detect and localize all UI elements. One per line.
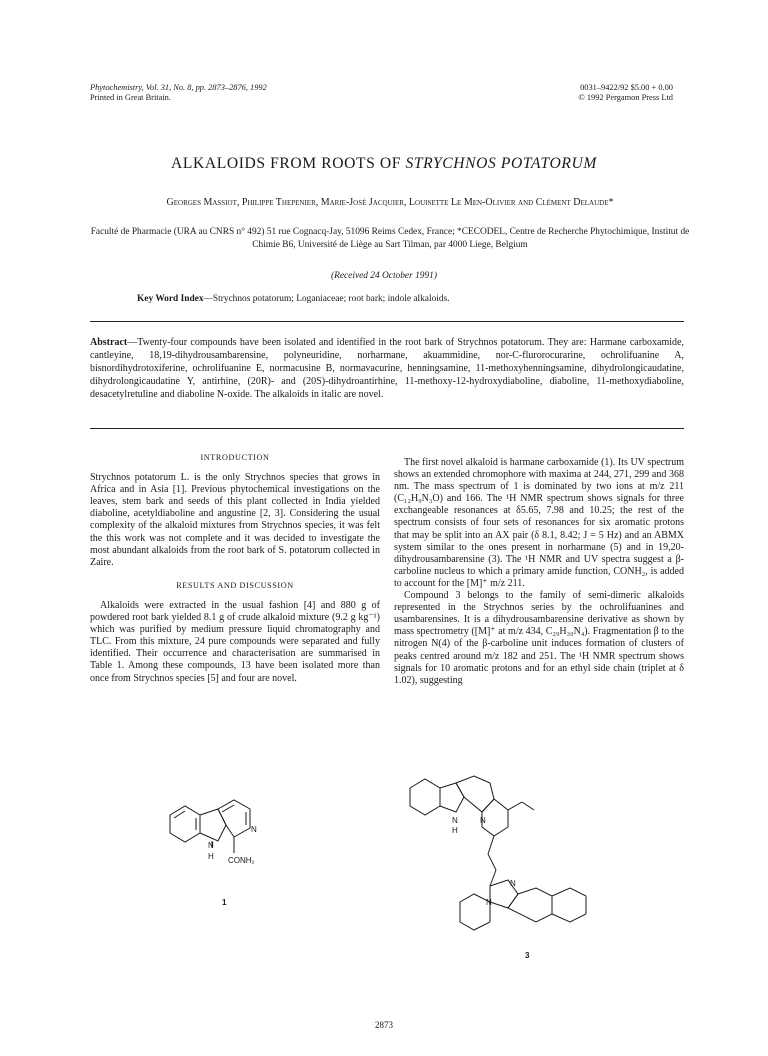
- right-column: [394, 457, 684, 687]
- compound-number-3: 3: [525, 951, 530, 960]
- label-n-pyridine-3: N: [486, 898, 492, 907]
- journal-header-right: [578, 83, 673, 103]
- label-n-pyridine: N: [251, 825, 257, 834]
- label-n4: N: [480, 816, 486, 825]
- section-heading-results: RESULTS AND DISCUSSION: [176, 580, 294, 590]
- label-h-n1: H: [452, 826, 458, 835]
- page-number: 2873: [375, 1020, 393, 1030]
- compound-3-paragraph: Compound 3 belongs to the family of semi-dimeric alkaloids represented in the Strychnos series by the ochrolifuanines and usambarensines. It is a dihydrousambarensine derivative as shown by mass spectrometry ([M]⁺ at m/z 434, C₂₉H₃₀N₄). Fragmentation β to the nitrogen N(4) of the β-carboline unit induces formation of clusters of peaks centred around m/z 182 and 251. The ¹H NMR spectrum shows signals for 10 aromatic protons and for an ethyl side chain (triplet at δ 1.02), suggesting: [394, 590, 684, 686]
- label-n1: N: [452, 816, 458, 825]
- abstract: [90, 336, 684, 401]
- label-conh2: CONH₂: [228, 856, 255, 865]
- compound-number-1: 1: [222, 898, 227, 907]
- journal-code: 0031–9422/92 $5.00 + 0.00: [580, 83, 673, 92]
- printed-note: Printed in Great Britain.: [90, 93, 171, 102]
- copyright-note: © 1992 Pergamon Press Ltd: [578, 93, 673, 102]
- divider-top: [90, 321, 684, 322]
- abstract-text: —Twenty-four compounds have been isolated and identified in the root bark of Strychnos potatorum. They are: Harmane carboxamide, cantleyine, 18,19-dihydrousambarensine, polyneuridine, norharmane, akuammidine, nor-C-flurorocurarine, ochrolifuanine A, bisnordihydrotoxiferine, ochrolifuanine E, normacusine B, normavacurine, henningsamine, 11-methoxyhenningsamine, dihydrolongicaudatine, dihydrolongicaudatine Y, antirhine, (20R)- and (20S)-dihydroantirhine, 11-methoxy-12-hydroxydiaboline, diaboline, 11-methoxydiaboline, desacetylretuline and diaboline N-oxide. The alkaloids in italic are novel.: [90, 337, 684, 401]
- title-plain: ALKALOIDS FROM ROOTS OF: [171, 155, 406, 172]
- title-italic: STRYCHNOS POTATORUM: [405, 155, 597, 172]
- label-h-indole: H: [208, 852, 214, 861]
- label-n-indole: N: [208, 841, 214, 850]
- structure-compound-3: [390, 766, 670, 981]
- keywords-label: Key Word Index: [137, 294, 204, 304]
- results-paragraph: Alkaloids were extracted in the usual fashion [4] and 880 g of powdered root bark yielded 8.1 g of crude alkaloid mixture (9.2 g kg⁻¹) which was purified by medium pressure liquid chromatography and TLC. From this mixture, 24 pure compounds were separated and fully identified. Their occurrence and characterisation are summarised in Table 1. Among these compounds, 13 have been isolated more than once from Strychnos species [5] and four are novel.: [90, 599, 380, 684]
- abstract-label: Abstract: [90, 337, 128, 348]
- keywords: [137, 294, 697, 304]
- introduction-paragraph: Strychnos potatorum L. is the only Strychnos species that grows in Africa and in Asia [1]. Previous phytochemical investigations on the leaves, stem bark and seeds of this plant collected in India yielded diaboline, acetyldiaboline and angustine [2, 3]. Considering the usual complexity of the alkaloid mixtures from Strychnos species, it was felt the this work was not complete and it was decided to investigate the most abundant alkaloids from the root bark of S. potatorum collected in Zaire.: [90, 472, 380, 568]
- left-column: [90, 452, 380, 685]
- divider-bottom: [90, 428, 684, 429]
- affiliation: Faculté de Pharmacie (URA au CNRS n° 492) 51 rue Cognacq-Jay, 51096 Reims Cedex, France; *CECODEL, Centre de Recherche Phytochimique, Institut de Chimie B6, Université de Liège au Sart Tilman, par 4000 Liege, Belgium: [90, 227, 690, 250]
- author-list: Georges Massiot, Philippe Thepenier, Marie-José Jacquier, Louisette Le Men-Olivier and Clément Delaude*: [166, 197, 614, 208]
- paper-title: [0, 155, 768, 173]
- journal-citation: Phytochemistry, Vol. 31, No. 8, pp. 2873–2876, 1992: [90, 83, 267, 92]
- journal-header-left: [90, 83, 267, 103]
- structure-compound-1: [150, 785, 300, 925]
- received-date: (Received 24 October 1991): [331, 271, 437, 281]
- section-heading-introduction: INTRODUCTION: [200, 453, 270, 462]
- label-n1-prime: N: [510, 879, 516, 888]
- keywords-text: —Strychnos potatorum; Loganiaceae; root bark; indole alkaloids.: [203, 294, 450, 304]
- compound-1-paragraph: The first novel alkaloid is harmane carboxamide (1). Its UV spectrum shows an extended chromophore with maxima at 244, 271, 299 and 368 nm. The mass spectrum of 1 is dominated by two ions at m/z 211 (C₁₂H₉N₃O) and 166. The ¹H NMR spectrum shows signals for three exchangeable resonances at δ5.65, 7.98 and 10.25; the rest of the spectrum consists of four sets of resonances for six aromatic protons that may be split into an AX pair (δ 8.1, 8.42; J = 5 Hz) and an ABMX system similar to the ones present in norharmane (5) and in 19,20-dihydrousambarensine (3). The ¹H NMR and UV spectra suggest a β-carboline nucleus to which a primary amide function, CONH₂, is added to account for the [M]⁺ m/z 211.: [394, 457, 684, 589]
